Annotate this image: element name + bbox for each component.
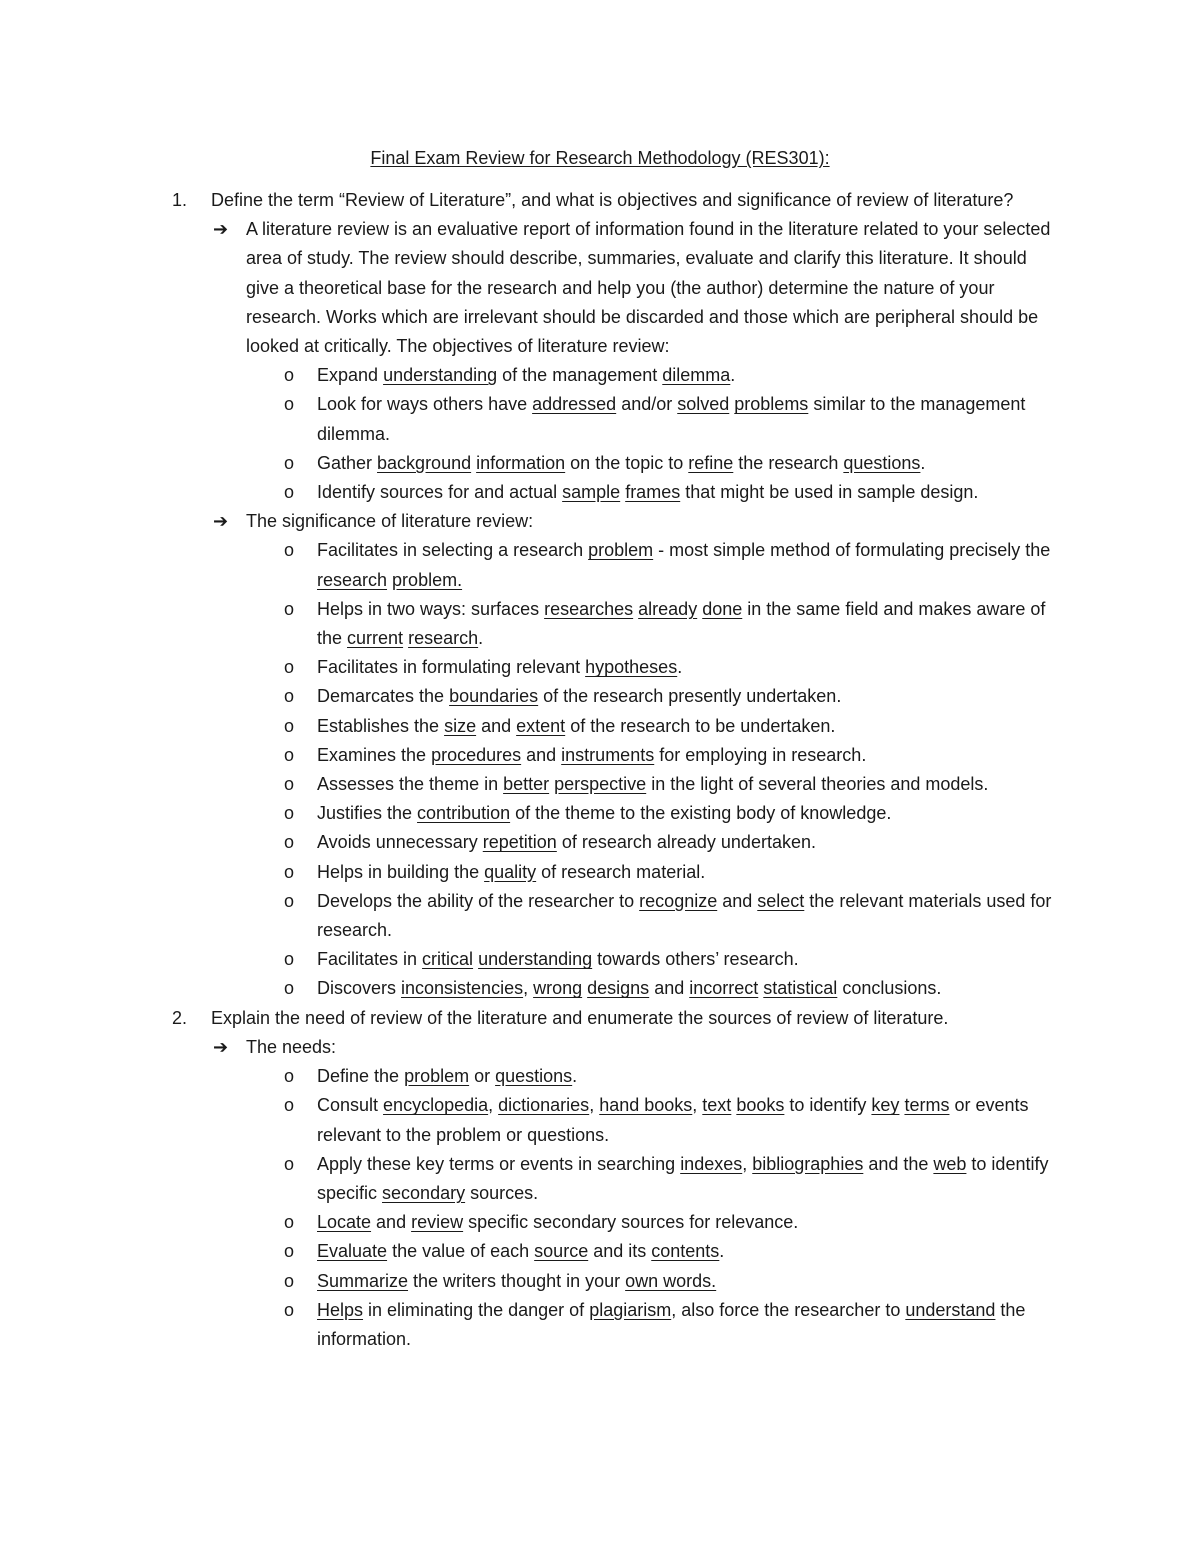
list-item (0, 1208, 1200, 1237)
text-run: . (572, 1066, 578, 1087)
bullet-icon: o (284, 1095, 295, 1116)
list-item (0, 1091, 1200, 1149)
bullet-icon: o (284, 1241, 295, 1262)
text-run: and the (863, 1153, 934, 1174)
underlined-term: designs (587, 978, 650, 999)
bullet-icon: o (284, 1066, 295, 1087)
bullet-icon: o (284, 949, 295, 970)
underlined-term: Summarize (317, 1270, 409, 1291)
underlined-term: statistical (763, 978, 838, 999)
text-run: . (719, 1241, 725, 1262)
answer-block (0, 215, 1200, 361)
underlined-term: Locate (317, 1212, 372, 1233)
text-run: , (742, 1153, 753, 1174)
underlined-term: research (408, 628, 479, 649)
underlined-term: information (476, 452, 566, 473)
list-item (0, 361, 1200, 390)
underlined-term: contents (651, 1241, 720, 1262)
bullet-icon: o (284, 890, 295, 911)
underlined-term: books (736, 1095, 785, 1116)
underlined-term: text (702, 1095, 732, 1116)
text-run: of the theme to the existing body of knowledge. (510, 803, 892, 824)
text-run: Develops the ability of the researcher to (317, 890, 640, 911)
text-run: Apply these key terms or events in searching (317, 1153, 681, 1174)
underlined-term: Evaluate (317, 1241, 388, 1262)
list-item (0, 770, 1200, 799)
text-run: Helps in two ways: surfaces (317, 598, 545, 619)
underlined-term: addressed (532, 394, 617, 415)
list-item (0, 653, 1200, 682)
list-item (0, 945, 1200, 974)
text-run: Helps in building the (317, 861, 485, 882)
list-item (0, 449, 1200, 478)
underlined-term: wrong (533, 978, 583, 999)
question-number: 2. (172, 1007, 188, 1028)
text-run: in the same field and makes aware of the (317, 598, 1046, 649)
underlined-term: problem. (392, 569, 463, 590)
text-run: and its (588, 1241, 652, 1262)
underlined-term: problem (404, 1066, 470, 1087)
text-run: Gather (317, 452, 378, 473)
question-text: Define the term “Review of Literature”, and what is objectives and significance of review of literature? (211, 190, 1014, 210)
underlined-term: dilemma (662, 365, 731, 386)
bullet-icon: o (284, 452, 295, 473)
underlined-term: understanding (478, 949, 593, 970)
underlined-term: source (534, 1241, 589, 1262)
text-run: on the topic to (565, 452, 689, 473)
text-run: that might be used in sample design. (680, 482, 979, 503)
bullet-list (0, 361, 1200, 507)
underlined-term: perspective (554, 774, 647, 795)
list-item (0, 858, 1200, 887)
list-item (0, 712, 1200, 741)
bullet-list (0, 536, 1200, 1003)
underlined-term: questions (843, 452, 921, 473)
answer-text: The significance of literature review: (246, 511, 534, 532)
text-run: . (730, 365, 736, 386)
list-item (0, 828, 1200, 857)
answer-block (0, 507, 1200, 536)
list-item (0, 390, 1200, 448)
text-run: , (589, 1095, 600, 1116)
underlined-term: critical (422, 949, 474, 970)
underlined-term: review (411, 1212, 464, 1233)
list-item (0, 1237, 1200, 1266)
answer-text: A literature review is an evaluative report of information found in the literature related to your selected area of study. The review should describe, summaries, evaluate and clarify this literature. It should give a theoretical base for the research and help you (the author) determine the nature of your research. Works which are irrelevant should be discarded and those which are peripheral should be looked at critically. The objectives of literature review: (246, 219, 1051, 357)
list-item (0, 595, 1200, 653)
question-number: 1. (172, 190, 188, 210)
text-run: in eliminating the danger of (363, 1299, 590, 1320)
underlined-term: frames (625, 482, 681, 503)
text-run: - most simple method of formulating precisely the (653, 540, 1051, 561)
text-run: and (521, 744, 562, 765)
document-title: Final Exam Review for Research Methodology (RES301): (370, 148, 830, 168)
text-run: of research material. (536, 861, 706, 882)
text-run: , (488, 1095, 499, 1116)
text-run: conclusions. (837, 978, 942, 999)
arrow-icon: ➔ (213, 219, 229, 240)
underlined-term: procedures (431, 744, 522, 765)
underlined-term: hand books (599, 1095, 693, 1116)
text-run: , also force the researcher to (671, 1299, 906, 1320)
underlined-term: indexes (680, 1153, 743, 1174)
text-run: , (692, 1095, 703, 1116)
text-run: and (476, 715, 517, 736)
underlined-term: done (702, 598, 743, 619)
bullet-icon: o (284, 803, 295, 824)
text-run: and (371, 1212, 412, 1233)
underlined-term: refine (688, 452, 734, 473)
text-run: or events relevant to the problem or questions. (317, 1095, 1029, 1145)
underlined-term: repetition (482, 832, 557, 853)
list-item (0, 974, 1200, 1003)
underlined-term: own words. (625, 1270, 717, 1291)
text-run: the research (733, 452, 844, 473)
list-item (0, 1150, 1200, 1208)
text-run: . (920, 452, 926, 473)
question-text: Explain the need of review of the literature and enumerate the sources of review of literature. (211, 1007, 949, 1028)
text-run: Facilitates in selecting a research (317, 540, 589, 561)
underlined-term: sample (562, 482, 621, 503)
underlined-term: instruments (561, 744, 655, 765)
bullet-icon: o (284, 978, 295, 999)
underlined-term: researches (544, 598, 634, 619)
underlined-term: key (871, 1095, 900, 1116)
underlined-term: quality (484, 861, 537, 882)
list-item (0, 1296, 1200, 1354)
text-run: Assesses the theme in (317, 774, 504, 795)
underlined-term: contribution (417, 803, 511, 824)
underlined-term: size (444, 715, 477, 736)
text-run: and/or (616, 394, 678, 415)
underlined-term: dictionaries (498, 1095, 590, 1116)
list-item (0, 536, 1200, 594)
bullet-icon: o (284, 832, 295, 853)
bullet-list (0, 1062, 1200, 1354)
text-run: Examines the (317, 744, 432, 765)
underlined-term: plagiarism (589, 1299, 672, 1320)
underlined-term: solved (677, 394, 730, 415)
text-run: similar to the management dilemma. (317, 394, 1026, 444)
bullet-icon: o (284, 1299, 295, 1320)
text-run: of the management (497, 365, 663, 386)
underlined-term: understanding (383, 365, 498, 386)
bullet-icon: o (284, 365, 295, 386)
underlined-term: questions (495, 1066, 573, 1087)
underlined-term: extent (516, 715, 566, 736)
underlined-term: research (317, 569, 388, 590)
text-run: of the research presently undertaken. (538, 686, 842, 707)
text-run: Justifies the (317, 803, 418, 824)
text-run: Facilitates in formulating relevant (317, 657, 586, 678)
answer-block (0, 1033, 1200, 1062)
text-run: the value of each (387, 1241, 535, 1262)
bullet-icon: o (284, 540, 295, 561)
underlined-term: better (503, 774, 550, 795)
document-body (0, 186, 1200, 1354)
underlined-term: understand (905, 1299, 996, 1320)
text-run: Consult (317, 1095, 384, 1116)
underlined-term: incorrect (689, 978, 759, 999)
underlined-term: problems (734, 394, 809, 415)
text-run: and (649, 978, 690, 999)
list-item (0, 478, 1200, 507)
underlined-term: boundaries (449, 686, 539, 707)
underlined-term: problem (588, 540, 654, 561)
bullet-icon: o (284, 394, 295, 415)
underlined-term: already (638, 598, 698, 619)
text-run: of research already undertaken. (556, 832, 816, 853)
text-run: sources. (465, 1182, 539, 1203)
underlined-term: background (377, 452, 472, 473)
text-run: to identify (784, 1095, 872, 1116)
underlined-term: web (933, 1153, 967, 1174)
list-item (0, 799, 1200, 828)
underlined-term: hypotheses (585, 657, 678, 678)
text-run: Identify sources for and actual (317, 482, 563, 503)
text-run: of the research to be undertaken. (565, 715, 836, 736)
bullet-icon: o (284, 657, 295, 678)
text-run: Facilitates in (317, 949, 423, 970)
question-2 (0, 1004, 1200, 1033)
bullet-icon: o (284, 744, 295, 765)
underlined-term: Helps (317, 1299, 364, 1320)
text-run: . (677, 657, 683, 678)
bullet-icon: o (284, 774, 295, 795)
underlined-term: bibliographies (752, 1153, 864, 1174)
text-run: , (523, 978, 534, 999)
list-item (0, 682, 1200, 711)
bullet-icon: o (284, 1153, 295, 1174)
text-run: and (717, 890, 758, 911)
text-run: or (469, 1066, 496, 1087)
text-run: . (478, 628, 484, 649)
bullet-icon: o (284, 1270, 295, 1291)
list-item (0, 1267, 1200, 1296)
underlined-term: current (347, 628, 404, 649)
bullet-icon: o (284, 715, 295, 736)
text-run: Demarcates the (317, 686, 450, 707)
underlined-term: inconsistencies (401, 978, 524, 999)
text-run: Define the (317, 1066, 405, 1087)
text-run: Look for ways others have (317, 394, 533, 415)
bullet-icon: o (284, 482, 295, 503)
underlined-term: terms (904, 1095, 950, 1116)
arrow-icon: ➔ (213, 1036, 229, 1057)
underlined-term: select (757, 890, 805, 911)
bullet-icon: o (284, 1212, 295, 1233)
question-1 (0, 186, 1200, 215)
arrow-icon: ➔ (213, 511, 229, 532)
text-run: Expand (317, 365, 384, 386)
text-run: Establishes the (317, 715, 445, 736)
text-run: towards others’ research. (592, 949, 799, 970)
text-run: the relevant materials used for research. (317, 890, 1052, 941)
list-item (0, 887, 1200, 945)
bullet-icon: o (284, 861, 295, 882)
text-run: to identify specific (317, 1153, 1049, 1203)
underlined-term: encyclopedia (383, 1095, 489, 1116)
text-run: for employing in research. (654, 744, 867, 765)
bullet-icon: o (284, 598, 295, 619)
underlined-term: recognize (639, 890, 718, 911)
bullet-icon: o (284, 686, 295, 707)
text-run: Discovers (317, 978, 402, 999)
text-run: the writers thought in your (408, 1270, 626, 1291)
text-run: the information. (317, 1299, 1026, 1349)
text-run: in the light of several theories and models. (646, 774, 989, 795)
list-item (0, 741, 1200, 770)
list-item (0, 1062, 1200, 1091)
answer-text: The needs: (246, 1036, 337, 1057)
text-run: Avoids unnecessary (317, 832, 483, 853)
underlined-term: secondary (382, 1182, 466, 1203)
text-run: specific secondary sources for relevance. (463, 1212, 799, 1233)
